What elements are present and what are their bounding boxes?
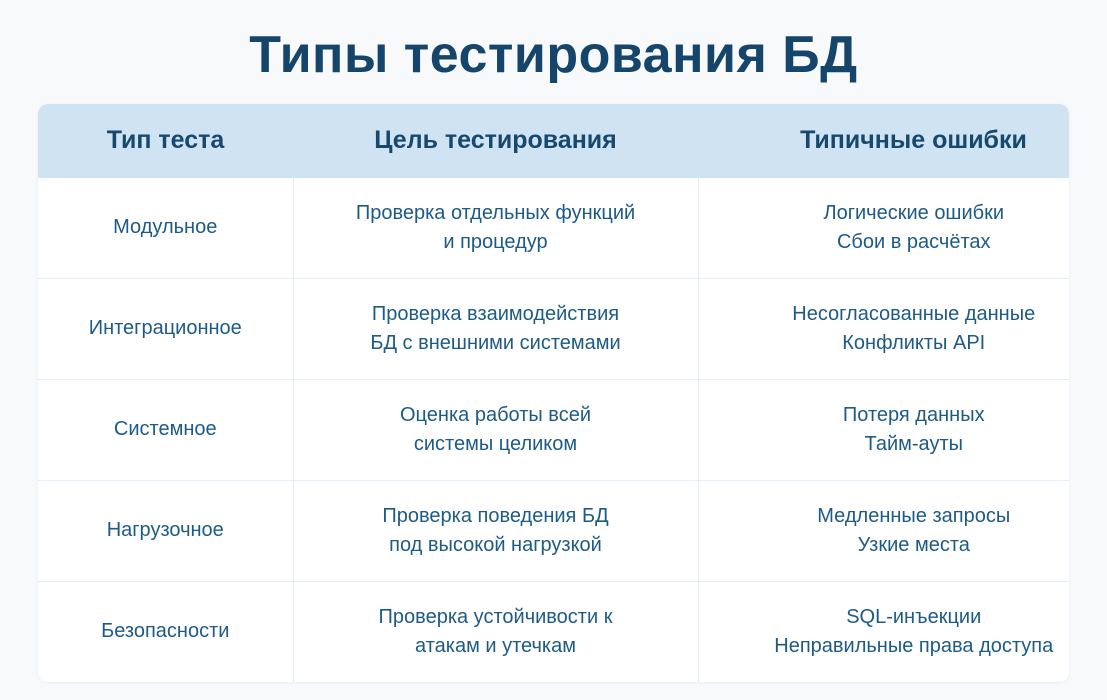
cell-errors — [698, 581, 1069, 682]
cell-goal — [293, 480, 698, 581]
testing-types-table — [38, 104, 1069, 682]
cell-type: Интеграционное — [38, 278, 293, 379]
cell-goal — [293, 581, 698, 682]
cell-goal — [293, 278, 698, 379]
cell-goal-line: Проверка поведения БД — [382, 504, 609, 527]
cell-errors-line: Логические ошибки — [823, 201, 1005, 224]
cell-errors-line: Узкие места — [857, 533, 970, 556]
cell-errors-line: Потеря данных — [842, 403, 985, 426]
page-title: Типы тестирования БД — [249, 26, 858, 84]
cell-goal — [293, 379, 698, 480]
cell-errors — [698, 178, 1069, 279]
cell-errors — [698, 278, 1069, 379]
cell-errors-line: Тайм-ауты — [864, 432, 963, 455]
cell-errors — [698, 480, 1069, 581]
cell-type: Нагрузочное — [38, 480, 293, 581]
column-header-type: Тип теста — [38, 104, 293, 178]
table-row — [38, 480, 1069, 581]
cell-goal-line: атакам и утечкам — [415, 634, 576, 657]
cell-errors-line: Медленные запросы — [817, 504, 1011, 527]
cell-goal — [293, 178, 698, 279]
cell-errors-line: Неправильные права доступа — [774, 634, 1054, 657]
cell-goal-line: БД с внешними системами — [370, 331, 621, 354]
table-header — [38, 104, 1069, 178]
table-row — [38, 581, 1069, 682]
cell-goal-line: Проверка отдельных функций — [355, 201, 636, 224]
table-row — [38, 278, 1069, 379]
table-header-row — [38, 104, 1069, 178]
cell-goal-line: системы целиком — [413, 432, 578, 455]
table-row — [38, 379, 1069, 480]
cell-errors-line: SQL-инъекции — [846, 605, 982, 628]
column-header-goal: Цель тестирования — [293, 104, 698, 178]
cell-type: Безопасности — [38, 581, 293, 682]
cell-goal-line: и процедур — [443, 230, 548, 253]
cell-type: Системное — [38, 379, 293, 480]
cell-errors-line: Несогласованные данные — [792, 302, 1036, 325]
column-header-errors: Типичные ошибки — [698, 104, 1069, 178]
cell-goal-line: под высокой нагрузкой — [389, 533, 602, 556]
cell-errors — [698, 379, 1069, 480]
table — [38, 104, 1069, 682]
cell-type: Модульное — [38, 178, 293, 279]
cell-errors-line: Конфликты API — [842, 331, 986, 354]
cell-goal-line: Оценка работы всей — [400, 403, 591, 426]
cell-errors-line: Сбои в расчётах — [836, 230, 991, 253]
cell-goal-line: Проверка устойчивости к — [378, 605, 613, 628]
table-row — [38, 178, 1069, 279]
table-body — [38, 178, 1069, 682]
cell-goal-line: Проверка взаимодействия — [371, 302, 620, 325]
